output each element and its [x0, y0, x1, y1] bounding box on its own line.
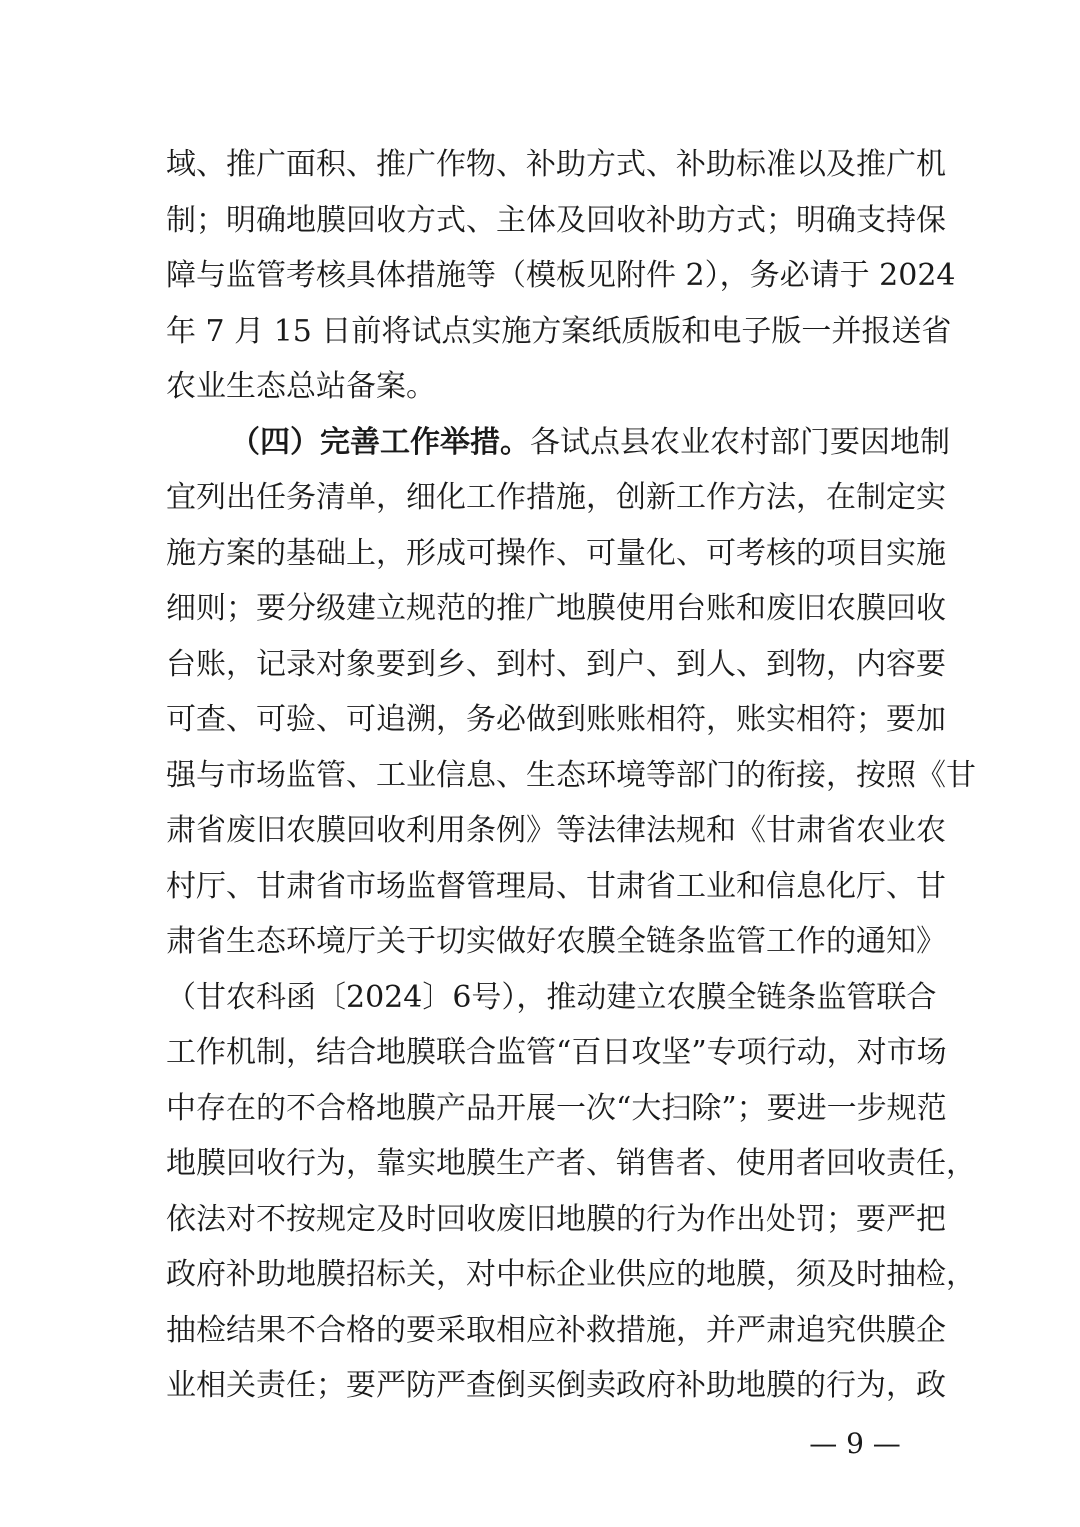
page-number: — 9 —: [809, 1427, 901, 1460]
text-line: 依法对不按规定及时回收废旧地膜的行为作出处罚；要严把: [166, 1201, 946, 1237]
section-heading-rest: 各试点县农业农村部门要因地制: [530, 424, 950, 460]
text-line: 中存在的不合格地膜产品开展一次“大扫除”；要进一步规范: [166, 1090, 947, 1126]
text-line: 可查、可验、可追溯，务必做到账账相符，账实相符；要加: [166, 702, 946, 737]
text-line: 域、推广面积、推广作物、补助方式、补助标准以及推广机: [166, 147, 946, 182]
text-line: 农业生态总站备案。: [166, 369, 436, 404]
text-line: 业相关责任；要严防严查倒买倒卖政府补助地膜的行为，政: [166, 1368, 946, 1403]
text-line: 工作机制，结合地膜联合监管“百日攻坚”专项行动，对市场: [166, 1035, 947, 1070]
text-line: 细则；要分级建立规范的推广地膜使用台账和废旧农膜回收: [166, 591, 946, 626]
text-line: 村厅、甘肃省市场监督管理局、甘肃省工业和信息化厅、甘: [166, 868, 946, 904]
text-line: 肃省生态环境厅关于切实做好农膜全链条监管工作的通知》: [166, 924, 946, 959]
text-line: 制；明确地膜回收方式、主体及回收补助方式；明确支持保: [166, 202, 946, 238]
text-line: 年 7 月 15 日前将试点实施方案纸质版和电子版一并报送省: [166, 313, 952, 349]
text-line: 宜列出任务清单，细化工作措施，创新工作方法，在制定实: [166, 480, 946, 515]
text-line: （甘农科函〔2024〕6号），推动建立农膜全链条监管联合: [166, 979, 937, 1015]
text-line: 施方案的基础上，形成可操作、可量化、可考核的项目实施: [166, 535, 946, 571]
text-line: 障与监管考核具体措施等（模板见附件 2），务必请于 2024: [166, 258, 956, 293]
text-line: 台账，记录对象要到乡、到村、到户、到人、到物，内容要: [166, 646, 946, 682]
text-line: 肃省废旧农膜回收利用条例》等法律法规和《甘肃省农业农: [166, 813, 946, 848]
section-heading-line: [166, 415, 950, 471]
document-body: [166, 137, 976, 1414]
text-line: 抽检结果不合格的要采取相应补救措施，并严肃追究供膜企: [166, 1312, 946, 1348]
text-line: 强与市场监管、工业信息、生态环境等部门的衔接，按照《甘: [166, 757, 976, 793]
text-line: 地膜回收行为，靠实地膜生产者、销售者、使用者回收责任，: [166, 1146, 976, 1181]
section-heading: （四）完善工作举措。: [230, 424, 530, 460]
text-line: 政府补助地膜招标关，对中标企业供应的地膜，须及时抽检，: [166, 1257, 976, 1292]
